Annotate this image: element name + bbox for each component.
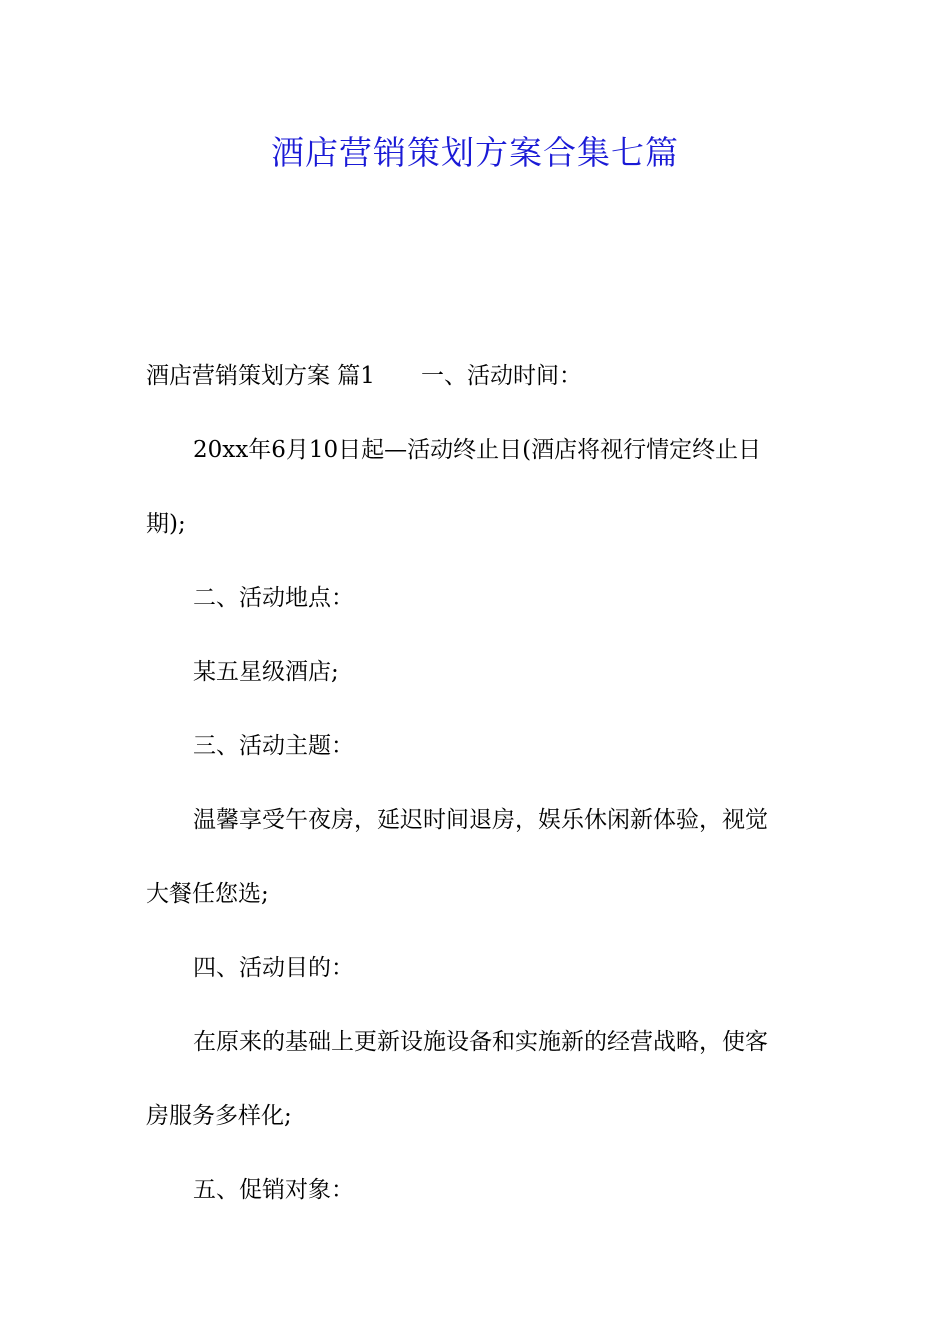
paragraph-line: 20xx年6月10日起—活动终止日(酒店将视行情定终止日 [193, 437, 762, 463]
paragraph-line: 在原来的基础上更新设施设备和实施新的经营战略，使客 [193, 1029, 768, 1055]
paragraph-line: 房服务多样化; [146, 1103, 292, 1129]
heading-activity-location: 二、活动地点： [193, 585, 354, 611]
heading-promotion-target: 五、促销对象： [193, 1177, 354, 1203]
heading-activity-theme: 三、活动主题： [193, 733, 354, 759]
document-body [146, 339, 811, 1227]
section-label: 酒店营销策划方案 篇1 [146, 363, 375, 389]
paragraph-line: 大餐任您选; [146, 881, 269, 907]
heading-activity-time: 一、活动时间： [420, 363, 582, 389]
section-heading-line [146, 339, 811, 413]
heading-activity-purpose: 四、活动目的： [193, 955, 354, 981]
paragraph-line: 期); [146, 511, 186, 537]
paragraph-line: 温馨享受午夜房，延迟时间退房，娱乐休闲新体验，视觉 [193, 807, 768, 833]
paragraph-line: 某五星级酒店; [193, 659, 339, 685]
document-title: 酒店营销策划方案合集七篇 [271, 133, 679, 172]
